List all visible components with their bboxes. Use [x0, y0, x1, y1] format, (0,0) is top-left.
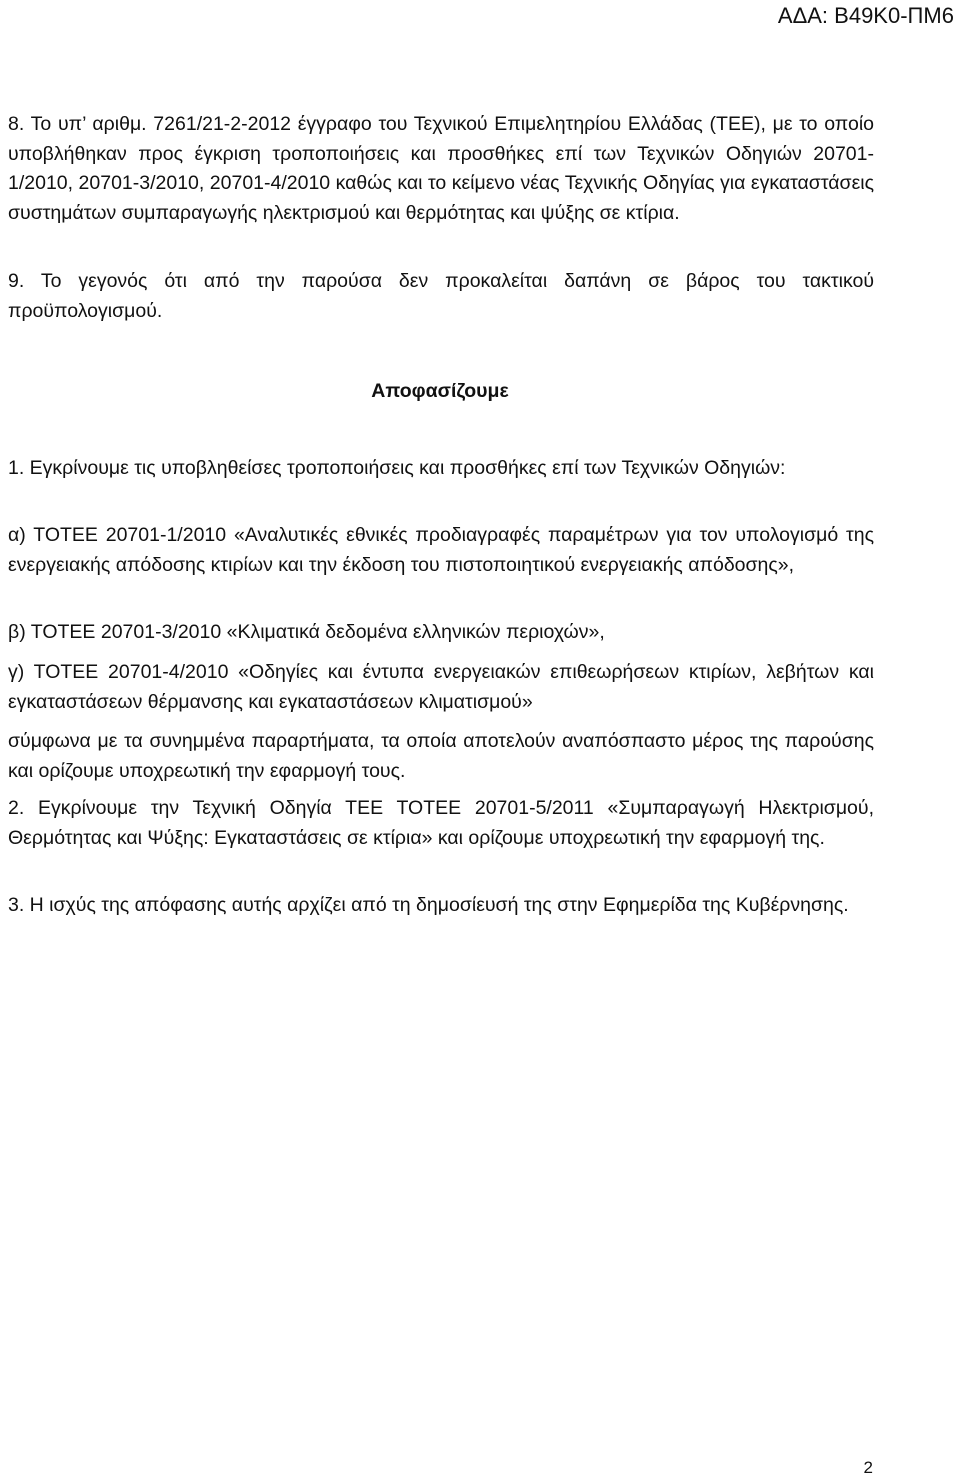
conformity-paragraph: σύμφωνα με τα συνημμένα παραρτήματα, τα οποία αποτελούν αναπόσπαστο μέρος της παρούσης και ορίζουμε υποχρεωτική την εφαρμογή τους.	[8, 730, 874, 782]
guideline-b: β) ΤΟΤΕΕ 20701-3/2010 «Κλιματικά δεδομένα ελληνικών περιοχών»,	[8, 621, 605, 643]
decision-heading: Αποφασίζουμε	[371, 380, 509, 402]
item-9-paragraph: 9. Το γεγονός ότι από την παρούσα δεν προκαλείται δαπάνη σε βάρος του τακτικού προϋπολογισμού.	[8, 270, 874, 322]
document-code: ΑΔΑ: Β49Κ0-ΠΜ6	[777, 3, 954, 28]
item-8-paragraph: 8. Το υπ’ αριθμ. 7261/21-2-2012 έγγραφο του Τεχνικού Επιμελητηρίου Ελλάδας (ΤΕΕ), με το οποίο υποβλήθηκαν προς έγκριση τροποποιήσεις και προσθήκες επί των Τεχνικών Οδηγιών 20701-1/2010, 20701-3/2010, 20701-4/2010 καθώς και το κείμενο νέας Τεχνικής Οδηγίας για εγκαταστάσεις συστημάτων συμπαραγωγής ηλεκτρισμού και θερμότητας και ψύξης σε κτίρια.	[8, 113, 874, 224]
guideline-a: α) ΤΟΤΕΕ 20701-1/2010 «Αναλυτικές εθνικές προδιαγραφές παραμέτρων για τον υπολογισμό της ενεργειακής απόδοσης κτιρίων και την έκδοση του πιστοποιητικού ενεργειακής απόδοσης»,	[8, 524, 874, 576]
decision-point-3: 3. Η ισχύς της απόφασης αυτής αρχίζει από τη δημοσίευσή της στην Εφημερίδα της Κυβέρνησης.	[8, 894, 849, 916]
decision-point-1: 1. Εγκρίνουμε τις υποβληθείσες τροποποιήσεις και προσθήκες επί των Τεχνικών Οδηγιών:	[8, 457, 786, 479]
guideline-c: γ) ΤΟΤΕΕ 20701-4/2010 «Οδηγίες και έντυπα ενεργειακών επιθεωρήσεων κτιρίων, λεβήτων και εγκαταστάσεων θέρμανσης και εγκαταστάσεων κλιματισμού»	[8, 661, 874, 713]
decision-point-2: 2. Εγκρίνουμε την Τεχνική Οδηγία ΤΕΕ ΤΟΤΕΕ 20701-5/2011 «Συμπαραγωγή Ηλεκτρισμού, Θερμότητας και Ψύξης: Εγκαταστάσεις σε κτίρια» και ορίζουμε υποχρεωτική την εφαρμογή της.	[8, 797, 874, 849]
page-number: 2	[863, 1458, 873, 1477]
